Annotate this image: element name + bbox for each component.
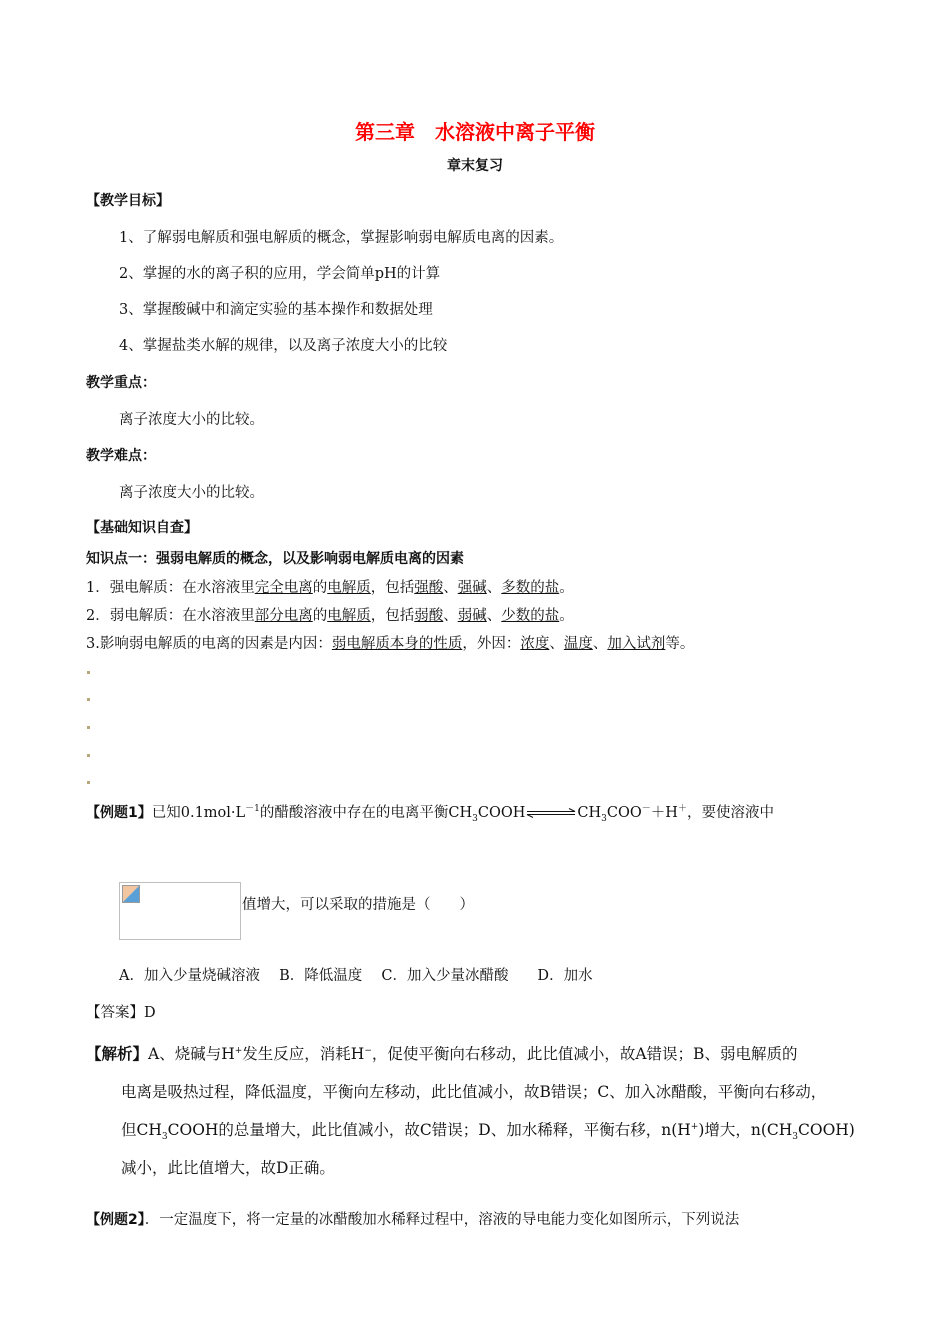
knowledge-point-1-heading: 知识点一：强弱电解质的概念，以及影响弱电解质电离的因素 xyxy=(86,551,464,567)
analysis-line-3: 但$CH_3COOH$的总量增大，此比值减小，故C错误；D、加水稀释，平衡右移，n(H+)增大，$n(CH_3COOH)$ xyxy=(121,1121,855,1143)
chapter-title: 第三章 水溶液中离子平衡 xyxy=(355,120,595,144)
key-point-text: 离子浓度大小的比较。 xyxy=(119,412,264,428)
difficult-point-text: 离子浓度大小的比较。 xyxy=(119,485,264,501)
chapter-subtitle: 章末复习 xyxy=(447,158,503,174)
objective-item: 1、了解弱电解质和强电解质的概念，掌握影响弱电解质电离的因素。 xyxy=(119,230,564,246)
example-1-question: 【例题1】已知$0.1mol\cdot L^{-1}$的醋酸溶液中存在的电离平衡$CH_3COOH$ $CH_3COO^-+H^+$，要使溶液中 xyxy=(86,804,774,824)
analysis-line-4: 减小，此比值增大，故D正确。 xyxy=(121,1159,335,1177)
paragraph-mark xyxy=(87,698,90,701)
analysis-line-2: 电离是吸热过程，降低温度，平衡向左移动，此比值减小，故B错误；C、加入冰醋酸，平衡向右移动， xyxy=(121,1083,827,1101)
example-1-options: A．加入少量烧碱溶液 B．降低温度 C．加入少量冰醋酸 D．加水 xyxy=(119,968,593,984)
difficult-point-heading: 教学难点： xyxy=(86,448,156,464)
weak-electrolyte-line: 2．弱电解质：在水溶液里部分电离的电解质，包括弱酸、弱碱、少数的盐。 xyxy=(86,608,574,624)
strong-electrolyte-line: 1．强电解质：在水溶液里完全电离的电解质，包括强酸、强碱、多数的盐。 xyxy=(86,580,574,596)
objective-item: 2、掌握的水的离子积的应用，学会简单pH的计算 xyxy=(119,266,441,282)
example-1-answer: 【答案】D xyxy=(86,1005,156,1021)
objectives-heading: 【教学目标】 xyxy=(86,193,170,209)
analysis-line-1: 【解析】A、烧碱与H+发生反应，消耗H−，促使平衡向右移动，此比值减小，故A错误；B、弱电解质的 xyxy=(86,1044,798,1063)
paragraph-mark xyxy=(87,671,90,674)
objective-item: 4、掌握盐类水解的规律，以及离子浓度大小的比较 xyxy=(119,338,448,354)
paragraph-mark xyxy=(87,726,90,729)
formula-image-placeholder xyxy=(119,882,241,940)
paragraph-mark xyxy=(87,754,90,757)
ionization-factors-line: 3.影响弱电解质的电离的因素是内因：弱电解质本身的性质，外因：浓度、温度、加入试剂等。 xyxy=(86,636,695,652)
equilibrium-arrow-icon xyxy=(525,808,577,818)
paragraph-mark xyxy=(87,781,90,784)
example-1-question-cont: 值增大，可以采取的措施是（ ） xyxy=(242,897,474,913)
key-point-heading: 教学重点： xyxy=(86,375,156,391)
broken-image-icon xyxy=(122,885,140,903)
objective-item: 3、掌握酸碱中和滴定实验的基本操作和数据处理 xyxy=(119,302,433,318)
example-2-question: 【例题2】．一定温度下，将一定量的冰醋酸加水稀释过程中，溶液的导电能力变化如图所示，下列说法 xyxy=(86,1212,740,1228)
basics-heading: 【基础知识自查】 xyxy=(86,520,198,536)
